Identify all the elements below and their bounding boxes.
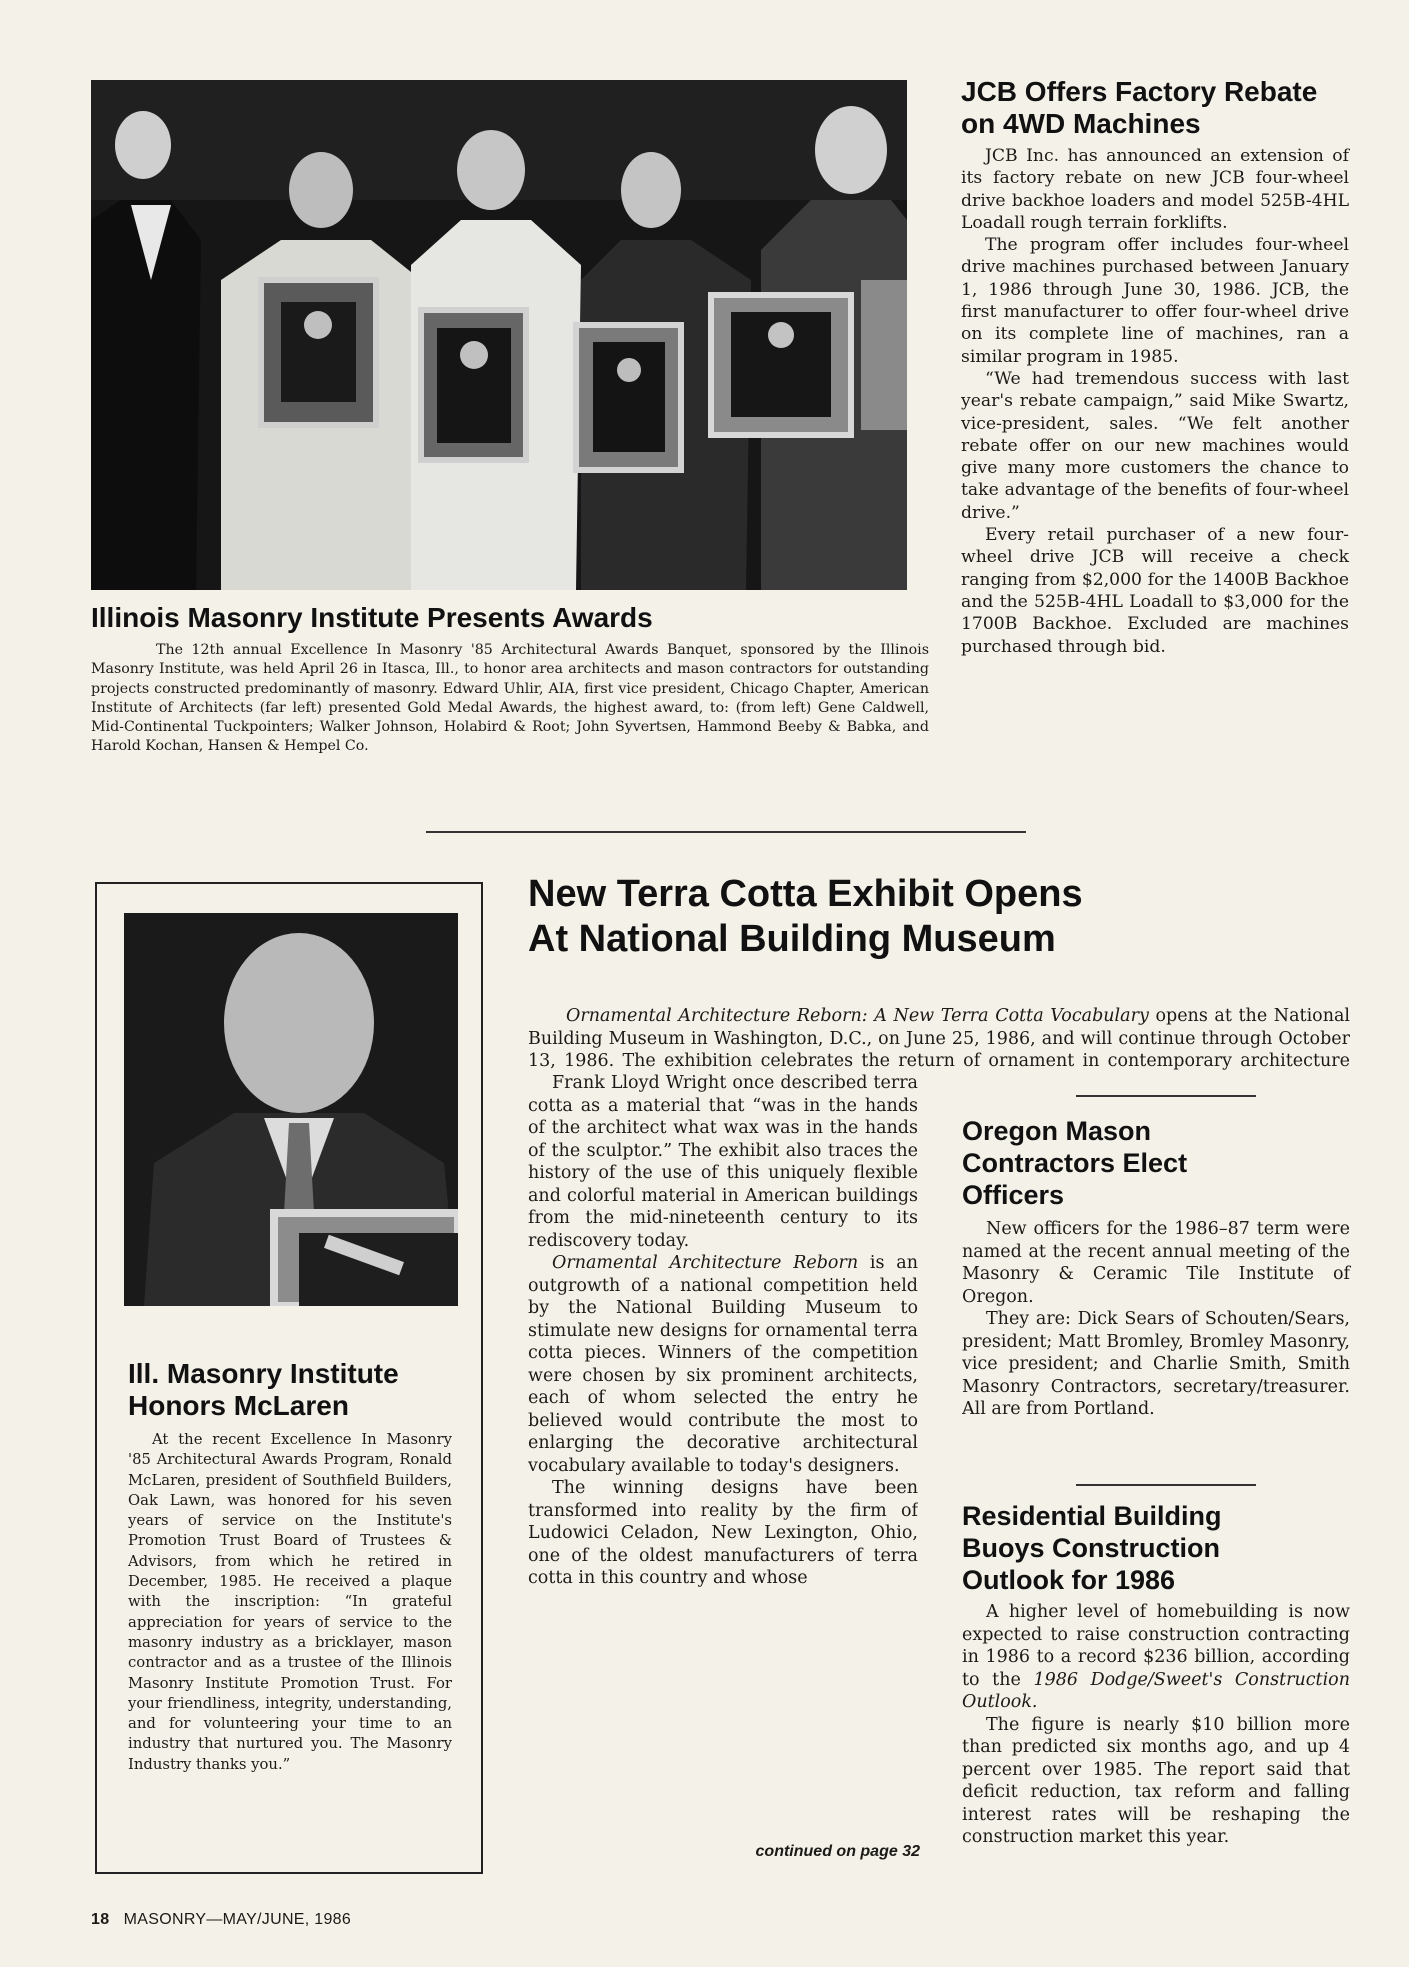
terra-intro [528,1005,1350,1073]
terra-headline-line1: New Terra Cotta Exhibit Opens [528,873,1083,915]
jcb-headline: JCB Offers Factory Rebate on 4WD Machines [961,76,1318,139]
residential-headline: Residential Building Buoys Construction Outlook for 1986 [962,1501,1222,1595]
residential-paragraph-1-text: A higher level of homebuilding is now expected to raise construction contracting in 1986 to a record $236 billion, according to the [962,1602,1350,1690]
terra-headline-line2: At National Building Museum [528,918,1056,960]
jcb-paragraph: JCB Inc. has announced an extension of its factory rebate on new JCB four-wheel drive backhoe loaders and model 525B-4HL Loadall rough terrain forklifts. [961,146,1349,233]
jcb-article [961,145,1349,658]
terra-paragraph-3 [528,1252,918,1477]
mclaren-photo-image [124,913,458,1306]
terra-paragraph-4: The winning designs have been transformed into reality by the firm of Ludowici Celadon, New Lexington, Ohio, one of the oldest manufacturers of terra cotta in this country and whose [528,1478,918,1588]
residential-source: 1986 Dodge/Sweet's Construction Outlook. [962,1669,1350,1712]
mclaren-photo [124,913,458,1306]
terra-paragraph-2: Frank Lloyd Wright once described terra cotta as a material that “was in the hands of the architect what wax was in the hands of the sculptor.” The exhibit also traces the history of the use of this uniquely flexible and colorful material in American buildings from the mid-nineteenth century to its rediscovery today. [528,1073,918,1251]
oregon-paragraph: They are: Dick Sears of Schouten/Sears, president; Matt Bromley, Bromley Masonry, vice president; and Charlie Smith, Smith Masonry Contractors, secretary/treasurer. All are from Portland. [962,1309,1350,1419]
mclaren-body: At the recent Excellence In Masonry '85 Architectural Awards Program, Ronald McLaren, president of Southfield Builders, Oak Lawn, was honored for his seven years of service on the Institute's Promotion Trust Board of Trustees & Advisors, from which he retired in December, 1985. He received a plaque with the inscription: “In grateful appreciation for years of service to the masonry industry as a bricklayer, mason contractor and as a trustee of the Illinois Masonry Institute Promotion Trust. For your friendliness, integrity, understanding, and for volunteering your time to an industry that nurtured you. The Masonry Industry thanks you.” [128,1431,452,1773]
oregon-article [962,1218,1350,1421]
terra-intro-text: opens at the National Building Museum in Washington, D.C., on June 25, 1986, and will continue through October 13, 1986. The exhibition celebrates the return of ornament in contemporary architecture [528,1006,1350,1071]
awards-headline: Illinois Masonry Institute Presents Awards [91,602,653,633]
terra-paragraph-3-text: is an outgrowth of a national competition held by the National Building Museum to stimulate new designs for ornamental terra cotta pieces. Winners of the competition were chosen by six prominent architects, each of whom selected the entry he believed would contribute the most to enlarging the decorative architectural vocabulary available to today's designers. [528,1253,918,1476]
residential-paragraph-1 [962,1601,1350,1714]
terra-continued-note: continued on page 32 [755,1843,920,1860]
section-divider [426,831,1026,833]
page-number: 18 [91,1911,110,1928]
oregon-headline: Oregon Mason Contractors Elect Officers [962,1116,1188,1210]
residential-rule [1076,1484,1256,1486]
awards-photo [91,80,907,590]
jcb-paragraph: “We had tremendous success with last year's rebate campaign,” said Mike Swartz, vice-president, sales. “We felt another rebate offer on our new machines would give many more customers the chance to take advantage of the benefits of four-wheel drive.” [961,368,1349,523]
publication-name: MASONRY—MAY/JUNE, 1986 [123,1911,352,1928]
residential-article [962,1601,1350,1849]
jcb-paragraph: Every retail purchaser of a new four-wheel drive JCB will receive a check ranging from $2,000 for the 1400B Backhoe and the 525B-4HL Loadall to $3,000 for the 1700B Backhoe. Excluded are machines purchased through bid. [961,525,1349,657]
awards-photo-image [91,80,907,590]
terra-headline [528,872,1328,962]
terra-exhibit-title-ref: Ornamental Architecture Reborn [552,1253,859,1273]
mclaren-headline: Ill. Masonry Institute Honors McLaren [128,1358,399,1421]
terra-exhibit-title: Ornamental Architecture Reborn: A New Terra Cotta Vocabulary [566,1006,1149,1026]
awards-caption: The 12th annual Excellence In Masonry '85 Architectural Awards Banquet, sponsored by the Illinois Masonry Institute, was held April 26 in Itasca, Ill., to honor area architects and mason contractors for outstanding projects constructed predominantly of masonry. Edward Uhlir, AIA, first vice president, Chicago Chapter, American Institute of Architects (far left) presented Gold Medal Awards, the highest award, to: (from left) Gene Caldwell, Mid-Continental Tuckpointers; Walker Johnson, Holabird & Root; John Syvertsen, Hammond Beeby & Babka, and Harold Kochan, Hansen & Hempel Co. [91,642,929,755]
oregon-rule [1076,1095,1256,1097]
residential-paragraph-2: The figure is nearly $10 billion more than predicted six months ago, and up 4 percent over 1985. The report said that deficit reduction, tax reform and falling interest rates will be reshaping the construction market this year. [962,1714,1350,1847]
page-footer [91,1911,351,1929]
oregon-paragraph: New officers for the 1986–87 term were named at the recent annual meeting of the Masonry & Ceramic Tile Institute of Oregon. [962,1219,1350,1307]
terra-column [528,1072,918,1868]
jcb-paragraph: The program offer includes four-wheel drive machines purchased between January 1, 1986 through June 30, 1986. JCB, the first manufacturer to offer four-wheel drive on its complete line of machines, ran a similar program in 1985. [961,235,1349,367]
